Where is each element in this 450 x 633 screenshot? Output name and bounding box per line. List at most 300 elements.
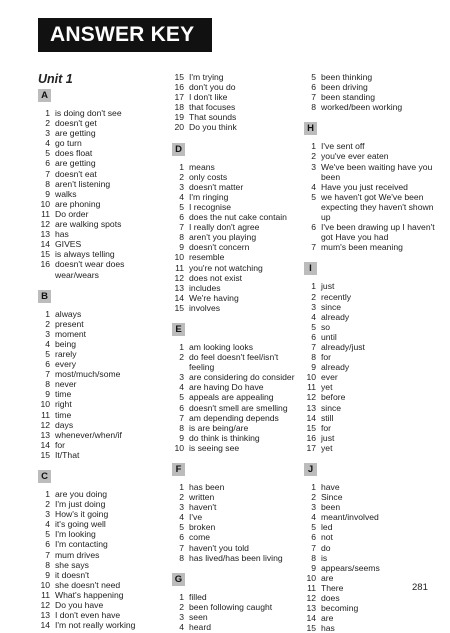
answer-text: does — [321, 593, 340, 604]
answer-number: 7 — [179, 412, 184, 423]
answer-text: since — [321, 301, 342, 312]
answer-item — [304, 413, 439, 423]
answer-number: 9 — [45, 569, 50, 580]
answer-number: 2 — [179, 492, 184, 503]
answer-item — [172, 512, 297, 522]
answer-item — [304, 372, 439, 382]
answer-item — [38, 128, 158, 138]
answer-text: resemble — [189, 252, 225, 263]
answer-item — [304, 222, 439, 242]
answer-item — [172, 252, 297, 262]
answer-text: doesn't wear does wear/wears — [55, 259, 125, 280]
answer-section — [304, 72, 439, 112]
answer-number: 5 — [179, 392, 184, 403]
section-gap — [38, 280, 158, 287]
answer-text: been thinking — [321, 72, 373, 82]
answer-text: I'm contacting — [55, 539, 108, 550]
answer-number: 8 — [311, 102, 316, 113]
answer-item — [38, 239, 158, 249]
answer-number: 12 — [174, 272, 184, 283]
answer-item — [38, 529, 158, 539]
answer-text: I don't like — [189, 92, 228, 103]
column-1 — [38, 86, 158, 630]
answer-item — [304, 522, 439, 532]
answer-text: been driving — [321, 82, 368, 93]
answer-item — [38, 610, 158, 620]
answer-item — [38, 108, 158, 118]
answer-number: 7 — [311, 341, 316, 352]
answer-item — [304, 342, 439, 352]
answer-number: 3 — [179, 502, 184, 513]
answer-text: still — [321, 412, 334, 423]
answer-text: appears/seems — [321, 562, 380, 573]
answer-item — [38, 249, 158, 259]
answer-number: 16 — [306, 432, 316, 443]
answer-item — [304, 543, 439, 553]
answer-item — [304, 162, 439, 182]
answer-text: yet — [321, 382, 333, 393]
answer-text: Do you think — [189, 122, 237, 133]
answer-text: is always telling — [55, 249, 115, 260]
answer-number: 4 — [179, 512, 184, 523]
answer-number: 5 — [45, 348, 50, 359]
answer-item — [172, 482, 297, 492]
answer-number: 6 — [45, 359, 50, 370]
answer-item — [38, 539, 158, 549]
section-letter: C — [38, 470, 51, 483]
section-letter: I — [304, 262, 317, 275]
section-letter: G — [172, 573, 185, 586]
answer-item — [304, 392, 439, 402]
answer-item — [38, 179, 158, 189]
answer-item — [304, 242, 439, 252]
answer-text: it's going well — [55, 519, 106, 530]
answer-text: are walking spots — [55, 219, 122, 230]
answer-item — [172, 502, 297, 512]
answer-number: 10 — [40, 579, 50, 590]
answer-text: been standing — [321, 92, 375, 103]
answer-text: always — [55, 308, 82, 319]
answer-text: are getting — [55, 158, 96, 169]
answer-item — [172, 433, 297, 443]
answer-text: includes — [189, 282, 221, 293]
answer-item — [172, 522, 297, 532]
answer-item — [38, 399, 158, 409]
answer-text: aren't you playing — [189, 232, 257, 243]
answer-text: seen — [189, 611, 208, 622]
answer-text: time — [55, 389, 72, 400]
answer-item — [304, 102, 439, 112]
answer-number: 10 — [40, 399, 50, 410]
answer-item — [172, 172, 297, 182]
answer-number: 6 — [311, 331, 316, 342]
answer-text: already — [321, 311, 350, 322]
answer-item — [172, 382, 297, 392]
answer-number: 8 — [179, 552, 184, 563]
answer-number: 5 — [311, 72, 316, 82]
answer-number: 2 — [311, 492, 316, 503]
answer-section — [304, 463, 439, 633]
answer-item — [172, 403, 297, 413]
answer-number: 7 — [311, 542, 316, 553]
answer-number: 13 — [40, 229, 50, 240]
answer-number: 9 — [179, 242, 184, 253]
answer-text: meant/involved — [321, 512, 379, 523]
answer-number: 4 — [179, 382, 184, 393]
answer-text: moment — [55, 328, 87, 339]
answer-number: 1 — [45, 108, 50, 118]
section-gap — [172, 313, 297, 320]
answer-number: 17 — [306, 442, 316, 453]
answer-text: come — [189, 532, 211, 543]
answer-number: 7 — [45, 168, 50, 179]
answer-number: 3 — [45, 509, 50, 520]
answer-item — [38, 389, 158, 399]
answer-text: am depending depends — [189, 412, 279, 423]
answer-text: is seeing see — [189, 442, 240, 453]
answer-number: 13 — [174, 282, 184, 293]
answer-number: 3 — [179, 372, 184, 383]
answer-text: been — [321, 502, 341, 513]
answer-text: are — [321, 572, 334, 583]
answer-number: 2 — [45, 118, 50, 129]
answer-text: is — [321, 552, 328, 563]
answer-item — [172, 293, 297, 303]
answer-item — [172, 413, 297, 423]
answer-item — [304, 92, 439, 102]
answer-item — [172, 112, 297, 122]
answer-number: 3 — [179, 181, 184, 192]
answer-number: 1 — [179, 482, 184, 492]
answer-item — [172, 543, 297, 553]
answer-item — [38, 189, 158, 199]
answer-text: Since — [321, 492, 343, 503]
answer-item — [304, 362, 439, 372]
answer-text: so — [321, 321, 331, 332]
answer-text: appeals are appealing — [189, 392, 274, 403]
answer-item — [38, 138, 158, 148]
answer-number: 11 — [41, 589, 50, 600]
answer-item — [38, 519, 158, 529]
answer-item — [172, 303, 297, 313]
answer-text: are phoning — [55, 198, 101, 209]
answer-text: are — [321, 613, 334, 624]
answer-item — [38, 209, 158, 219]
answer-item — [172, 492, 297, 502]
answer-number: 7 — [45, 549, 50, 560]
answer-item — [172, 273, 297, 283]
page-number: 281 — [412, 582, 428, 593]
answer-text: most/much/some — [55, 369, 121, 380]
answer-item — [38, 259, 158, 279]
answer-number: 8 — [45, 559, 50, 570]
answer-number: 13 — [40, 429, 50, 440]
answer-item — [38, 118, 158, 128]
answer-number: 8 — [45, 178, 50, 189]
answer-text: I'm looking — [55, 529, 96, 540]
answer-text: I recognise — [189, 201, 232, 212]
answer-item — [172, 423, 297, 433]
answer-number: 11 — [41, 208, 50, 219]
answer-number: 15 — [40, 449, 50, 460]
answer-text: Have you just received — [321, 181, 408, 192]
answer-item — [304, 72, 439, 82]
section-gap — [304, 252, 439, 259]
answer-item — [304, 332, 439, 342]
answer-text: heard — [189, 622, 211, 633]
answer-text: do feel doesn't feel/isn't feeling — [189, 352, 279, 373]
answer-text: only costs — [189, 171, 228, 182]
answer-item — [38, 499, 158, 509]
answer-item — [172, 612, 297, 622]
answer-text: has been — [189, 482, 225, 492]
answer-item — [172, 162, 297, 172]
answer-item — [172, 392, 297, 402]
answer-text: haven't you told — [189, 542, 249, 553]
answer-number: 9 — [311, 562, 316, 573]
answer-item — [38, 440, 158, 450]
answer-text: becoming — [321, 603, 359, 614]
answer-text: until — [321, 331, 337, 342]
answer-key-banner: ANSWER KEY — [38, 18, 212, 52]
answer-text: We're having — [189, 292, 239, 303]
answer-number: 2 — [179, 171, 184, 182]
answer-number: 9 — [311, 362, 316, 373]
answer-item — [38, 410, 158, 420]
section-letter: A — [38, 89, 51, 102]
answer-number: 5 — [311, 321, 316, 332]
answer-text: you're not watching — [189, 262, 263, 273]
answer-item — [38, 329, 158, 339]
answer-text: for — [55, 439, 66, 450]
answer-item — [304, 192, 439, 222]
answer-number: 15 — [306, 623, 316, 633]
answer-text: Do order — [55, 208, 89, 219]
answer-text: means — [189, 161, 215, 172]
answer-item — [172, 232, 297, 242]
answer-text: involves — [189, 302, 221, 313]
answer-item — [304, 532, 439, 542]
answer-number: 15 — [174, 72, 184, 82]
answer-item — [172, 72, 297, 82]
answer-item — [172, 602, 297, 612]
answer-text: GIVES — [55, 239, 82, 250]
answer-text: for — [321, 352, 332, 363]
answer-item — [304, 423, 439, 433]
answer-section — [38, 470, 158, 630]
answer-number: 12 — [40, 419, 50, 430]
section-letter: J — [304, 463, 317, 476]
answer-number: 13 — [306, 402, 316, 413]
answer-number: 17 — [174, 92, 184, 103]
answer-number: 19 — [174, 112, 184, 123]
answer-number: 6 — [179, 402, 184, 413]
answer-item — [172, 553, 297, 563]
answer-number: 5 — [311, 522, 316, 533]
section-letter: B — [38, 290, 51, 303]
answer-number: 3 — [45, 328, 50, 339]
answer-text: mum's been meaning — [321, 242, 403, 253]
answer-number: 5 — [311, 191, 316, 202]
answer-number: 6 — [179, 532, 184, 543]
answer-text: are having Do have — [189, 382, 264, 393]
answer-text: mum drives — [55, 549, 100, 560]
answer-item — [38, 550, 158, 560]
answer-number: 14 — [306, 412, 316, 423]
answer-section — [172, 463, 297, 563]
answer-text: whenever/when/if — [55, 429, 122, 440]
answer-number: 14 — [40, 439, 50, 450]
answer-number: 5 — [45, 529, 50, 540]
answer-text: I've sent off — [321, 141, 365, 152]
answer-item — [172, 592, 297, 602]
answer-number: 15 — [306, 422, 316, 433]
answer-text: recently — [321, 291, 352, 302]
answer-item — [38, 148, 158, 158]
answer-number: 5 — [45, 148, 50, 159]
answer-text: am looking looks — [189, 341, 254, 352]
answer-number: 11 — [307, 582, 316, 593]
answer-number: 4 — [311, 512, 316, 523]
answer-number: 16 — [40, 259, 50, 270]
answer-text: already — [321, 362, 350, 373]
answer-item — [304, 312, 439, 322]
answer-item — [172, 532, 297, 542]
answer-item — [38, 158, 158, 168]
answer-section — [38, 89, 158, 280]
answer-item — [38, 489, 158, 499]
answer-text: is are being/are — [189, 422, 249, 433]
answer-item — [172, 443, 297, 453]
answer-number: 13 — [40, 610, 50, 621]
answer-number: 9 — [45, 188, 50, 199]
answer-text: is doing don't see — [55, 108, 122, 118]
answer-number: 12 — [40, 600, 50, 611]
answer-text: I've — [189, 512, 203, 523]
answer-number: 3 — [311, 502, 316, 513]
answer-item — [304, 443, 439, 453]
answer-item — [172, 182, 297, 192]
answer-text: How's it going — [55, 509, 109, 520]
answer-item — [172, 352, 297, 372]
answer-number: 12 — [40, 219, 50, 230]
answer-text: go turn — [55, 138, 82, 149]
answer-text: aren't listening — [55, 178, 111, 189]
answer-text: since — [321, 402, 342, 413]
answer-text: rarely — [55, 348, 77, 359]
answer-item — [172, 342, 297, 352]
answer-text: being — [55, 338, 77, 349]
answer-text: doesn't concern — [189, 242, 250, 253]
answer-number: 11 — [175, 262, 184, 273]
answer-text: written — [189, 492, 215, 503]
answer-item — [38, 600, 158, 610]
answer-text: I'm not really working — [55, 620, 136, 631]
answer-item — [304, 352, 439, 362]
answer-item — [38, 420, 158, 430]
section-gap — [172, 453, 297, 460]
answer-number: 6 — [179, 212, 184, 223]
answer-item — [304, 141, 439, 151]
answer-number: 12 — [306, 392, 316, 403]
answer-number: 12 — [306, 593, 316, 604]
answer-number: 7 — [179, 222, 184, 233]
column-2 — [172, 72, 297, 632]
answer-text: days — [55, 419, 74, 430]
answer-text: we haven't got We've been expecting they haven't shown up — [321, 191, 434, 223]
answer-text: does float — [55, 148, 93, 159]
answer-number: 9 — [45, 389, 50, 400]
answer-number: 1 — [179, 341, 184, 352]
answer-text: I'm ringing — [189, 191, 229, 202]
section-letter: E — [172, 323, 185, 336]
answer-text: What's happening — [55, 589, 124, 600]
answer-item — [38, 199, 158, 209]
answer-number: 6 — [311, 222, 316, 233]
answer-number: 3 — [45, 128, 50, 139]
section-gap — [172, 133, 297, 140]
answer-text: just — [321, 281, 335, 292]
answer-item — [172, 202, 297, 212]
answer-text: it doesn't — [55, 569, 90, 580]
answer-item — [304, 593, 439, 603]
answer-number: 8 — [179, 422, 184, 433]
answer-text: time — [55, 409, 72, 420]
answer-number: 7 — [311, 92, 316, 103]
answer-number: 4 — [311, 181, 316, 192]
answer-item — [38, 560, 158, 570]
answer-text: haven't — [189, 502, 217, 513]
answer-text: has — [321, 623, 335, 633]
answer-text: does not exist — [189, 272, 243, 283]
answer-number: 1 — [179, 591, 184, 602]
answer-number: 6 — [45, 539, 50, 550]
answer-text: I don't even have — [55, 610, 121, 621]
answer-number: 11 — [41, 409, 50, 420]
answer-text: already/just — [321, 341, 365, 352]
answer-number: 8 — [179, 232, 184, 243]
answer-number: 5 — [179, 201, 184, 212]
answer-text: It/That — [55, 449, 80, 460]
answer-number: 2 — [45, 318, 50, 329]
answer-number: 2 — [311, 291, 316, 302]
answer-section — [38, 290, 158, 460]
answer-item — [38, 590, 158, 600]
answer-text: do — [321, 542, 331, 553]
answer-number: 15 — [174, 302, 184, 313]
answer-number: 14 — [40, 239, 50, 250]
answer-item — [38, 430, 158, 440]
answer-text: yet — [321, 442, 333, 453]
answer-item — [304, 182, 439, 192]
answer-item — [304, 382, 439, 392]
answer-section — [172, 323, 297, 453]
answer-text: she says — [55, 559, 89, 570]
answer-item — [304, 613, 439, 623]
answer-number: 2 — [179, 601, 184, 612]
answer-item — [172, 263, 297, 273]
answer-item — [38, 319, 158, 329]
answer-text: she doesn't need — [55, 579, 121, 590]
answer-text: I really don't agree — [189, 222, 260, 233]
answer-number: 11 — [307, 382, 316, 393]
answer-item — [304, 151, 439, 161]
answer-text: walks — [55, 188, 77, 199]
answer-text: We've been waiting have you been — [321, 161, 433, 182]
answer-item — [304, 553, 439, 563]
answer-item — [172, 212, 297, 222]
answer-number: 7 — [311, 242, 316, 253]
